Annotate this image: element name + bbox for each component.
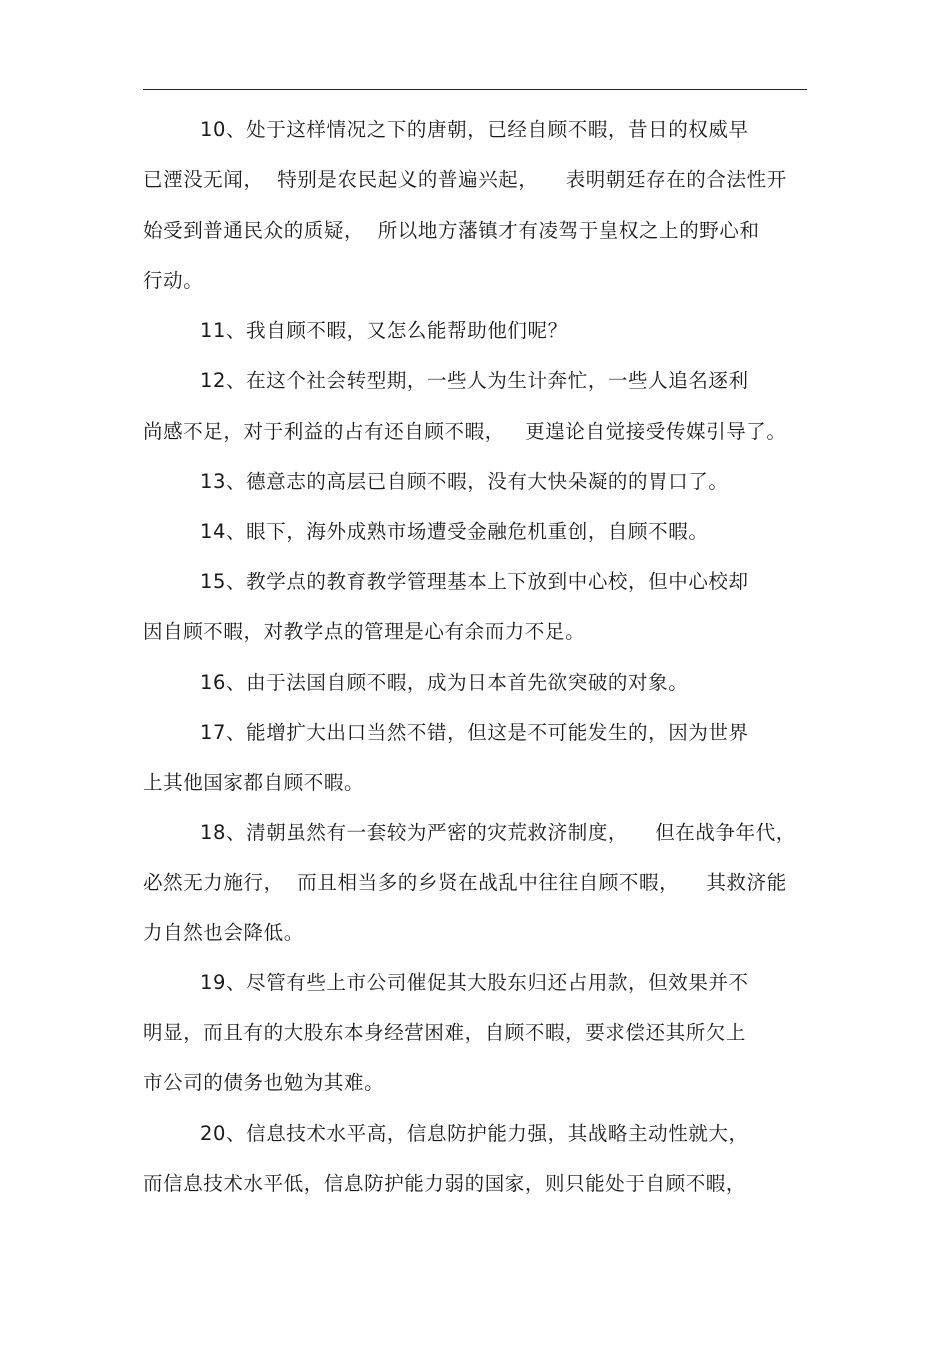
paragraph-line: 行动。 bbox=[143, 269, 204, 292]
paragraph-line: 已湮没无闻， 特别是农民起义的普遍兴起， 表明朝廷存在的合法性开 bbox=[143, 168, 787, 191]
header-rule bbox=[143, 89, 807, 90]
paragraph-first-line: 10、处于这样情况之下的唐朝，已经自顾不暇，昔日的权威早 bbox=[200, 118, 749, 141]
paragraph-first-line: 15、教学点的教育教学管理基本上下放到中心校，但中心校却 bbox=[200, 570, 749, 593]
paragraph-first-line: 20、信息技术水平高，信息防护能力强，其战略主动性就大， bbox=[200, 1122, 749, 1145]
paragraph-first-line: 17、能增扩大出口当然不错，但这是不可能发生的，因为世界 bbox=[200, 721, 749, 744]
paragraph-line: 始受到普通民众的质疑， 所以地方藩镇才有凌驾于皇权之上的野心和 bbox=[143, 219, 760, 242]
paragraph-line: 因自顾不暇，对教学点的管理是心有余而力不足。 bbox=[143, 620, 586, 643]
paragraph-first-line: 19、尽管有些上市公司催促其大股东归还占用款，但效果并不 bbox=[200, 971, 749, 994]
paragraph-first-line: 12、在这个社会转型期，一些人为生计奔忙，一些人追名逐利 bbox=[200, 369, 749, 392]
paragraph-first-line: 18、清朝虽然有一套较为严密的灾荒救济制度， 但在战争年代， bbox=[200, 821, 796, 844]
paragraph-first-line: 11、我自顾不暇，又怎么能帮助他们呢？ bbox=[200, 319, 568, 342]
paragraph-line: 明显，而且有的大股东本身经营困难，自顾不暇，要求偿还其所欠上 bbox=[143, 1021, 747, 1044]
paragraph-line: 力自然也会降低。 bbox=[143, 921, 304, 944]
paragraph-line: 而信息技术水平低，信息防护能力弱的国家，则只能处于自顾不暇， bbox=[143, 1172, 747, 1195]
paragraph-line: 尚感不足，对于利益的占有还自顾不暇， 更遑论自觉接受传媒引导了。 bbox=[143, 420, 787, 443]
paragraph-first-line: 14、眼下，海外成熟市场遭受金融危机重创，自顾不暇。 bbox=[200, 520, 709, 543]
paragraph-first-line: 13、德意志的高层已自顾不暇，没有大快朵凝的的胃口了。 bbox=[200, 470, 729, 493]
paragraph-line: 必然无力施行， 而且相当多的乡贤在战乱中往往自顾不暇， 其救济能 bbox=[143, 871, 787, 894]
paragraph-line: 市公司的债务也勉为其难。 bbox=[143, 1071, 385, 1094]
paragraph-first-line: 16、由于法国自顾不暇，成为日本首先欲突破的对象。 bbox=[200, 671, 689, 694]
paragraph-line: 上其他国家都自顾不暇。 bbox=[143, 771, 365, 794]
